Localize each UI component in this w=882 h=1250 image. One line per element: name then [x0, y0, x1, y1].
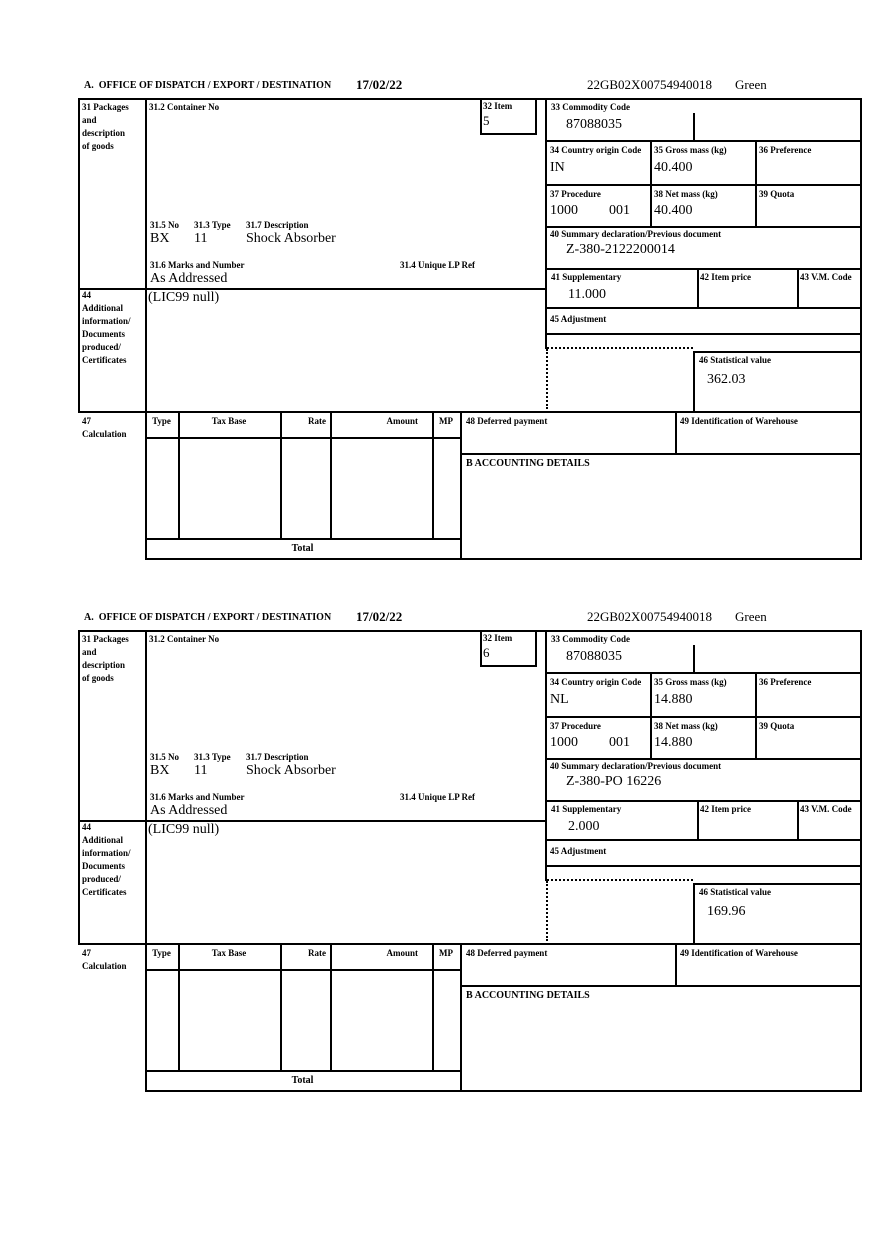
divider — [480, 98, 482, 133]
procedure-label: 37 Procedure — [550, 189, 601, 199]
item-number: 5 — [483, 113, 490, 128]
preference-label: 36 Preference — [759, 677, 812, 687]
package-type-label: 31.3 Type — [194, 752, 231, 762]
dotted-divider — [547, 347, 693, 349]
box31-label: description — [82, 128, 126, 138]
warehouse-id-label: 49 Identification of Warehouse — [680, 416, 798, 426]
divider — [330, 411, 332, 538]
divider — [545, 333, 862, 335]
box44-label: Additional — [82, 835, 124, 845]
goods-description: Shock Absorber — [246, 763, 336, 778]
divider — [755, 672, 757, 758]
declaration-reference: 22GB02X00754940018 — [587, 77, 712, 92]
box44-label: information/ — [82, 316, 131, 326]
container-no-label: 31.2 Container No — [149, 102, 220, 112]
divider — [650, 672, 652, 758]
vm-code-label: 43 V.M. Code — [800, 804, 852, 814]
box44-label: produced/ — [82, 342, 121, 352]
box44-label: Certificates — [82, 355, 127, 365]
divider — [145, 1070, 460, 1072]
package-no-label: 31.5 No — [150, 752, 179, 762]
accounting-details-label: B ACCOUNTING DETAILS — [466, 990, 590, 1001]
procedure-code: 1000 — [550, 735, 578, 750]
tax-col-mp: MP — [439, 416, 453, 426]
divider — [280, 943, 282, 1070]
dotted-divider — [546, 881, 548, 941]
divider — [693, 351, 862, 353]
divider — [78, 943, 862, 945]
additional-info: (LIC99 null) — [148, 822, 220, 837]
gross-mass-label: 35 Gross mass (kg) — [654, 145, 727, 155]
divider — [460, 453, 862, 455]
marks-label: 31.6 Marks and Number — [150, 792, 245, 802]
declaration-date: 17/02/22 — [356, 77, 403, 92]
supplementary-label: 41 Supplementary — [551, 272, 622, 282]
item-number-label: 32 Item — [483, 101, 513, 111]
divider — [693, 883, 695, 943]
marks-value: As Addressed — [150, 803, 228, 818]
divider — [432, 411, 434, 538]
declaration-item-block — [78, 76, 862, 562]
box31-label: and — [82, 647, 97, 657]
commodity-code-separator — [693, 113, 695, 140]
commodity-code: 87088035 — [566, 117, 622, 132]
marks-value: As Addressed — [150, 271, 228, 286]
unique-lp-ref-label: 31.4 Unique LP Ref — [400, 792, 476, 802]
marks-label: 31.6 Marks and Number — [150, 260, 245, 270]
divider — [860, 98, 862, 558]
divider — [78, 98, 862, 100]
office-of-dispatch-label: A. OFFICE OF DISPATCH / EXPORT / DESTINATION — [84, 612, 332, 623]
divider — [697, 800, 699, 839]
adjustment-label: 45 Adjustment — [550, 846, 607, 856]
divider — [755, 140, 757, 226]
divider — [675, 943, 677, 985]
box44-label: Documents — [82, 329, 125, 339]
divider — [145, 558, 862, 560]
gross-mass: 40.400 — [654, 160, 693, 175]
divider — [480, 630, 482, 665]
calculation-label: 47 — [82, 948, 91, 958]
description-label: 31.7 Description — [246, 752, 309, 762]
divider — [78, 630, 80, 943]
divider — [545, 268, 862, 270]
box31-label: of goods — [82, 141, 114, 151]
previous-document: Z-380-PO 16226 — [566, 774, 662, 789]
deferred-payment-label: 48 Deferred payment — [466, 948, 548, 958]
box31-label: of goods — [82, 673, 114, 683]
net-mass-label: 38 Net mass (kg) — [654, 721, 718, 731]
divider — [330, 943, 332, 1070]
routing-status: Green — [735, 609, 767, 624]
procedure-code: 1000 — [550, 203, 578, 218]
box44-label: Documents — [82, 861, 125, 871]
net-mass-label: 38 Net mass (kg) — [654, 189, 718, 199]
divider — [145, 98, 147, 558]
commodity-code: 87088035 — [566, 649, 622, 664]
package-type: 11 — [194, 231, 208, 246]
container-no-label: 31.2 Container No — [149, 634, 220, 644]
package-no-label: 31.5 No — [150, 220, 179, 230]
divider — [78, 98, 80, 411]
supplementary-units: 11.000 — [568, 287, 606, 302]
tax-col-tax-base: Tax Base — [211, 416, 247, 426]
tax-col-tax-base: Tax Base — [211, 948, 247, 958]
previous-document-label: 40 Summary declaration/Previous document — [550, 761, 722, 771]
tax-col-amount: Amount — [386, 416, 418, 426]
commodity-code-separator — [693, 645, 695, 672]
divider — [860, 630, 862, 1090]
calculation-label: 47 — [82, 416, 91, 426]
package-no: BX — [150, 231, 170, 246]
item-price-label: 42 Item price — [700, 804, 751, 814]
divider — [545, 226, 862, 228]
package-type: 11 — [194, 763, 208, 778]
divider — [545, 865, 862, 867]
country-origin-code: NL — [550, 692, 569, 707]
previous-document: Z-380-2122200014 — [566, 242, 675, 257]
declaration-reference: 22GB02X00754940018 — [587, 609, 712, 624]
goods-description: Shock Absorber — [246, 231, 336, 246]
divider — [178, 411, 180, 538]
vm-code-label: 43 V.M. Code — [800, 272, 852, 282]
tax-col-type: Type — [152, 948, 171, 958]
box44-label: 44 — [82, 290, 91, 300]
commodity-code-label: 33 Commodity Code — [551, 634, 630, 644]
quota-label: 39 Quota — [759, 189, 795, 199]
description-label: 31.7 Description — [246, 220, 309, 230]
divider — [178, 943, 180, 1070]
divider — [280, 411, 282, 538]
divider — [145, 437, 460, 439]
divider — [545, 839, 862, 841]
calculation-label: Calculation — [82, 961, 127, 971]
statistical-value-label: 46 Statistical value — [699, 355, 771, 365]
quota-label: 39 Quota — [759, 721, 795, 731]
divider — [480, 665, 537, 667]
box31-label: and — [82, 115, 97, 125]
additional-info: (LIC99 null) — [148, 290, 220, 305]
preference-label: 36 Preference — [759, 145, 812, 155]
supplementary-units: 2.000 — [568, 819, 600, 834]
deferred-payment-label: 48 Deferred payment — [466, 416, 548, 426]
divider — [545, 98, 547, 349]
divider — [545, 716, 862, 718]
divider — [535, 630, 537, 667]
procedure-label: 37 Procedure — [550, 721, 601, 731]
gross-mass-label: 35 Gross mass (kg) — [654, 677, 727, 687]
box31-label: 31 Packages — [82, 102, 129, 112]
divider — [145, 538, 460, 540]
divider — [675, 411, 677, 453]
box44-label: 44 — [82, 822, 91, 832]
package-no: BX — [150, 763, 170, 778]
divider — [697, 268, 699, 307]
country-origin-label: 34 Country origin Code — [550, 677, 642, 687]
divider — [460, 943, 462, 1090]
item-number: 6 — [483, 645, 490, 660]
statistical-value-label: 46 Statistical value — [699, 887, 771, 897]
divider — [650, 140, 652, 226]
divider — [545, 758, 862, 760]
box44-label: Additional — [82, 303, 124, 313]
divider — [480, 133, 537, 135]
divider — [545, 672, 862, 674]
divider — [545, 800, 862, 802]
divider — [693, 351, 695, 411]
previous-document-label: 40 Summary declaration/Previous document — [550, 229, 722, 239]
tax-col-rate: Rate — [308, 416, 326, 426]
divider — [145, 630, 147, 1090]
country-origin-label: 34 Country origin Code — [550, 145, 642, 155]
package-type-label: 31.3 Type — [194, 220, 231, 230]
dotted-divider — [547, 879, 693, 881]
commodity-code-label: 33 Commodity Code — [551, 102, 630, 112]
divider — [693, 883, 862, 885]
divider — [78, 411, 862, 413]
tax-col-amount: Amount — [386, 948, 418, 958]
divider — [797, 800, 799, 839]
divider — [145, 1090, 862, 1092]
box31-label: description — [82, 660, 126, 670]
divider — [545, 630, 547, 881]
tax-col-mp: MP — [439, 948, 453, 958]
divider — [78, 630, 862, 632]
box44-label: Certificates — [82, 887, 127, 897]
procedure-code-2: 001 — [609, 735, 630, 750]
divider — [460, 985, 862, 987]
net-mass: 14.880 — [654, 735, 693, 750]
net-mass: 40.400 — [654, 203, 693, 218]
tax-col-rate: Rate — [308, 948, 326, 958]
unique-lp-ref-label: 31.4 Unique LP Ref — [400, 260, 476, 270]
divider — [535, 98, 537, 135]
accounting-details-label: B ACCOUNTING DETAILS — [466, 458, 590, 469]
divider — [545, 184, 862, 186]
divider — [432, 943, 434, 1070]
divider — [797, 268, 799, 307]
declaration-item-block — [78, 608, 862, 1094]
declaration-date: 17/02/22 — [356, 609, 403, 624]
divider — [545, 140, 862, 142]
office-of-dispatch-label: A. OFFICE OF DISPATCH / EXPORT / DESTINATION — [84, 80, 332, 91]
total-label: Total — [291, 1075, 314, 1086]
statistical-value: 169.96 — [707, 904, 746, 919]
box31-label: 31 Packages — [82, 634, 129, 644]
item-number-label: 32 Item — [483, 633, 513, 643]
calculation-label: Calculation — [82, 429, 127, 439]
adjustment-label: 45 Adjustment — [550, 314, 607, 324]
warehouse-id-label: 49 Identification of Warehouse — [680, 948, 798, 958]
supplementary-label: 41 Supplementary — [551, 804, 622, 814]
statistical-value: 362.03 — [707, 372, 746, 387]
item-price-label: 42 Item price — [700, 272, 751, 282]
gross-mass: 14.880 — [654, 692, 693, 707]
box44-label: produced/ — [82, 874, 121, 884]
dotted-divider — [546, 349, 548, 409]
divider — [545, 307, 862, 309]
box44-label: information/ — [82, 848, 131, 858]
country-origin-code: IN — [550, 160, 565, 175]
total-label: Total — [291, 543, 314, 554]
divider — [145, 969, 460, 971]
divider — [460, 411, 462, 558]
routing-status: Green — [735, 77, 767, 92]
tax-col-type: Type — [152, 416, 171, 426]
procedure-code-2: 001 — [609, 203, 630, 218]
